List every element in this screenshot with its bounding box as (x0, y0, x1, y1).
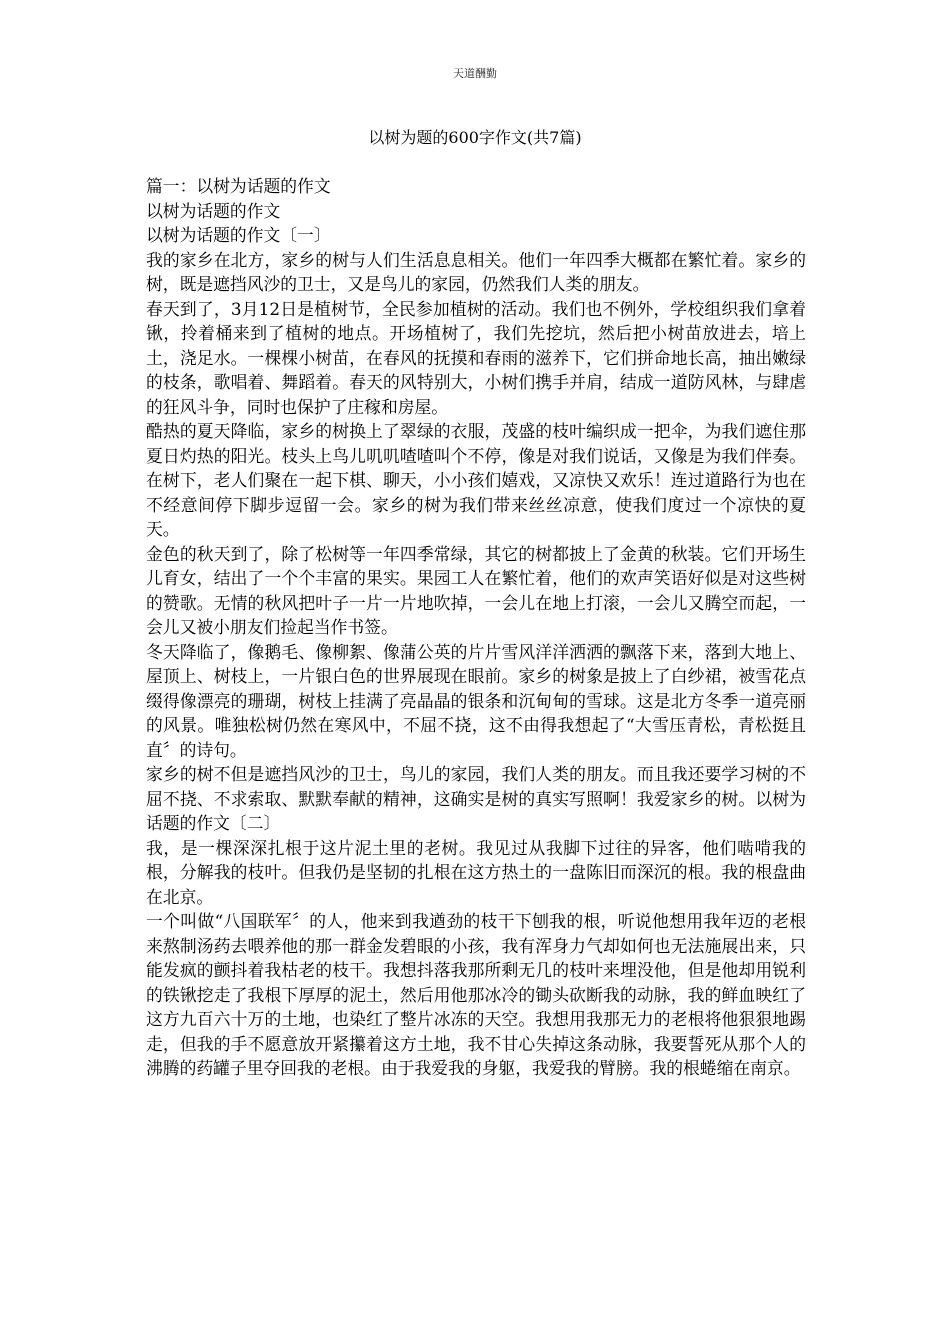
paragraph: 篇一：以树为话题的作文 (146, 176, 331, 196)
page-header: 天道酬勤 (453, 67, 497, 80)
paragraph: 家乡的树不但是遮挡风沙的卫士，鸟儿的家园，我们人类的朋友。而且我还要学习树的不屈不挠、不求索取、默默奉献的精神，这确实是树的真实写照啊！我爱家乡的树。以树为话题的作文〔二〕 (146, 764, 806, 833)
document-title: 以树为题的600字作文(共7篇) (368, 128, 582, 147)
paragraph: 我，是一棵深深扎根于这片泥土里的老树。我见过从我脚下过往的异客，他们啮啃我的根，分解我的枝叶。但我仍是坚韧的扎根在这方热土的一盘陈旧而深沉的根。我的根盘曲在北京。 (146, 837, 806, 907)
paragraph: 以树为话题的作文 (146, 200, 281, 221)
paragraph: 冬天降临了，像鹅毛、像柳絮、像蒲公英的片片雪风洋洋洒洒的飘落下来，落到大地上、屋顶上、树枝上，一片银白色的世界展现在眼前。家乡的树象是披上了白纱裙，被雪花点缀得像漂亮的珊瑚，树枝上挂满了亮晶晶的银条和沉甸甸的雪球。这是北方冬季一道亮丽的风景。唯独松树仍然在寒风中，不屈不挠，这不由得我想起了“大雪压青松，青松挺且直〞的诗句。 (146, 641, 806, 760)
document-body (146, 174, 806, 1081)
paragraph: 我的家乡在北方，家乡的树与人们生活息息相关。他们一年四季大概都在繁忙着。家乡的树，既是遮挡风沙的卫士，又是鸟儿的家园，仍然我们人类的朋友。 (146, 249, 806, 294)
paragraph: 金色的秋天到了，除了松树等一年四季常绿，其它的树都披上了金黄的秋装。它们开场生儿育女，结出了一个个丰富的果实。果园工人在繁忙着，他们的欢声笑语好似是对这些树的赞歌。无情的秋风把叶子一片一片地吹掉，一会儿在地上打滚，一会儿又腾空而起，一会儿又被小朋友们捡起当作书签。 (146, 543, 806, 637)
paragraph: 以树为话题的作文〔一〕 (146, 225, 331, 245)
paragraph: 一个叫做“八国联军〞的人，他来到我遒劲的枝干下刨我的根，听说他想用我年迈的老根来熬制汤药去喂养他的那一群金发碧眼的小孩，我有浑身力气却如何也无法施展出来，只能发疯的颤抖着我枯老的枝干。我想抖落我那所剩无几的枝叶来埋没他，但是他却用锐利的铁锹挖走了我根下厚厚的泥土，然后用他那冰冷的锄头砍断我的动脉，我的鲜血映红了这方九百六十万的土地，也染红了整片冰冻的天空。我想用我那无力的老根将他狠狠地踢走，但我的手不愿意放开紧攥着这方土地，我不甘心失掉这条动脉，我要誓死从那个人的沸腾的药罐子里夺回我的老根。由于我爱我的身躯，我爱我的臂膀。我的根蜷缩在南京。 (146, 911, 806, 1078)
paragraph: 酷热的夏天降临，家乡的树换上了翠绿的衣服，茂盛的枝叶编织成一把伞，为我们遮住那夏日灼热的阳光。枝头上鸟儿叽叽喳喳叫个不停，像是对我们说话，又像是为我们伴奏。在树下，老人们聚在一起下棋、聊天，小小孩们嬉戏，又凉快又欢乐！连过道路行为也在不经意间停下脚步逗留一会。家乡的树为我们带来丝丝凉意，使我们度过一个凉快的夏天。 (146, 421, 806, 539)
paragraph: 春天到了，3月12日是植树节，全民参加植树的活动。我们也不例外，学校组织我们拿着锹，拎着桶来到了植树的地点。开场植树了，我们先挖坑，然后把小树苗放进去，培上土，浇足水。一棵棵小树苗，在春风的抚摸和春雨的滋养下，它们拼命地长高，抽出嫩绿的枝条，歌唱着、舞蹈着。春天的风特别大，小树们携手并肩，结成一道防风林，与肆虐的狂风斗争，同时也保护了庄稼和房屋。 (146, 298, 806, 417)
